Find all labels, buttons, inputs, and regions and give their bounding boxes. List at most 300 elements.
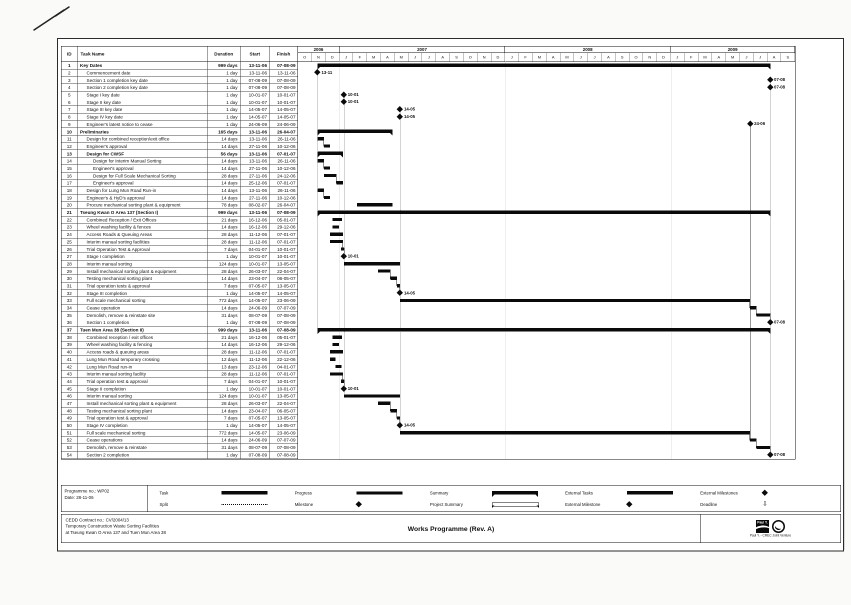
task-name-cell: Demolish, remove & reinstate site [78, 312, 208, 319]
month-label: F [519, 53, 533, 62]
task-id-cell: 33 [62, 297, 78, 304]
task-duration-cell: 1 day [208, 319, 241, 326]
task-start-cell: 10-01-07 [241, 385, 270, 392]
task-link-line [396, 411, 397, 418]
task-duration-cell: 14 days [208, 180, 241, 187]
task-link-line [750, 440, 751, 441]
task-name-cell: Preliminaries [78, 128, 208, 135]
task-name-cell: Engineer's approval [78, 165, 208, 172]
task-link-line [750, 433, 751, 440]
task-id-cell: 50 [62, 422, 78, 429]
task-row [62, 348, 298, 355]
legend-item [295, 499, 430, 511]
task-name-cell: Key Dates [78, 62, 208, 69]
dependency-line [750, 124, 751, 440]
task-finish-cell: 06-05-07 [277, 408, 296, 414]
task-start-cell: 23-04-07 [241, 407, 270, 414]
task-table [62, 47, 298, 460]
legend-item [700, 499, 835, 511]
task-finish-cell: 07-01-07 [277, 371, 296, 377]
task-row [62, 121, 298, 128]
task-row [62, 224, 298, 231]
task-finish-cell: 23-06-09 [277, 430, 296, 436]
task-start-cell: 11-12-06 [241, 356, 270, 363]
task-duration-cell: 28 days [208, 238, 241, 245]
task-row [62, 216, 298, 223]
task-name-cell: Testing mechanical sorting plant [78, 407, 208, 414]
task-name-cell: Section 2 completion [78, 451, 208, 458]
task-duration-cell: 78 days [208, 202, 241, 209]
task-start-cell: 27-11-06 [241, 165, 270, 172]
year-label: 2006 [298, 47, 339, 54]
task-id-cell: 12 [62, 143, 78, 150]
contract-number: CEDD Contract no.: CV/2004/13 [65, 517, 129, 523]
task-start-cell: 11-12-06 [241, 370, 270, 377]
month-label: J [588, 53, 602, 62]
task-finish-cell: 07-01-07 [277, 232, 296, 238]
task-id-cell: 22 [62, 216, 78, 223]
task-duration-cell: 1 day [208, 422, 241, 429]
legend-item [430, 499, 565, 511]
task-finish-cell: 14-05-07 [277, 114, 296, 120]
task-start-cell: 08-07-09 [241, 444, 270, 451]
task-bar [332, 343, 338, 346]
task-start-cell: 26-03-07 [241, 400, 270, 407]
task-finish-cell: 07-08-09 [277, 327, 296, 333]
task-id-cell: 48 [62, 407, 78, 414]
task-link-line [390, 278, 391, 279]
bar-icon [627, 491, 673, 495]
task-finish-cell: 07-08-09 [277, 320, 296, 326]
task-start-cell: 26-03-07 [241, 268, 270, 275]
task-row [62, 275, 298, 282]
task-finish-cell: 07-01-07 [277, 349, 296, 355]
task-start-cell: 24-06-09 [241, 304, 270, 311]
month-label: A [547, 53, 561, 62]
task-start-cell: 14-05-07 [241, 290, 270, 297]
task-finish-cell: 06-05-07 [277, 276, 296, 282]
task-start-cell: 24-06-09 [241, 121, 270, 128]
task-finish-cell: 13-05-07 [277, 393, 296, 399]
task-link-line [396, 286, 397, 287]
task-row [62, 415, 298, 422]
task-start-cell: 10-01-07 [241, 392, 270, 399]
task-start-cell: 13-11-06 [241, 157, 270, 164]
task-name-cell: Lung Mun Road temporary crossing [78, 356, 208, 363]
task-finish-cell: 22-04-07 [277, 268, 296, 274]
task-bar [344, 394, 400, 397]
task-link-line [323, 190, 324, 197]
year-gridline [339, 62, 340, 459]
col-header-duration: Duration [208, 47, 241, 62]
task-row [62, 297, 298, 304]
milestone-marker [767, 77, 773, 83]
legend-item [430, 487, 565, 499]
dependency-line [770, 80, 771, 455]
task-bar [332, 336, 342, 339]
month-label: F [353, 53, 367, 62]
task-id-cell: 3 [62, 77, 78, 84]
year-gridline [671, 62, 672, 459]
task-name-cell: Full scale mechanical sorting [78, 297, 208, 304]
task-finish-cell: 10-01-07 [277, 246, 296, 252]
task-link-line [400, 418, 401, 425]
works-programme-sheet [57, 38, 844, 552]
task-finish-cell: 10-01-07 [277, 92, 296, 98]
task-finish-cell: 04-01-07 [277, 364, 296, 370]
task-link-line [344, 249, 345, 256]
task-name-cell: Design for combined reception/exit office [78, 135, 208, 142]
task-name-cell: Stage I completion [78, 253, 208, 260]
task-duration-cell: 1 day [208, 385, 241, 392]
milestone-date-label: 10-01 [347, 253, 359, 259]
legend-item [565, 487, 700, 499]
legend-item-label: Summary [429, 490, 449, 496]
task-id-cell: 38 [62, 334, 78, 341]
milestone-date-label: 14-05 [404, 106, 416, 112]
task-name-cell: Trial operation test & approval [78, 415, 208, 422]
project-name-line1: Temporary Construction Waste Sorting Facilities [65, 523, 160, 529]
month-label: D [657, 53, 671, 62]
task-bar [378, 402, 391, 405]
task-start-cell: 14-05-07 [241, 429, 270, 436]
task-bar [324, 174, 337, 177]
dependency-line [400, 109, 401, 432]
task-finish-cell: 13-11-06 [277, 70, 296, 76]
task-name-cell: Procure mechanical sorting plant & equipment [78, 202, 208, 209]
month-label: S [450, 53, 464, 62]
legend-item [160, 487, 295, 499]
task-duration-cell: 14 days [208, 304, 241, 311]
milestone-date-label: 14-05 [404, 290, 416, 296]
task-finish-cell: 29-12-06 [277, 342, 296, 348]
task-id-cell: 8 [62, 113, 78, 120]
task-finish-cell: 14-05-07 [277, 107, 296, 113]
progress-icon [357, 491, 403, 494]
task-duration-cell: 14 days [208, 275, 241, 282]
task-name-cell: Section 1 completion [78, 319, 208, 326]
task-bar [324, 196, 330, 199]
task-bar [756, 313, 770, 316]
month-label: A [767, 53, 781, 62]
task-finish-cell: 10-01-07 [277, 99, 296, 105]
legend-item-label: Milestone [294, 501, 314, 507]
task-row [62, 165, 298, 172]
col-header-finish: Finish [276, 51, 291, 57]
summary-bar [317, 328, 770, 332]
legend-item [160, 499, 295, 511]
task-finish-cell: 07-08-09 [277, 452, 296, 458]
task-link-line [390, 411, 391, 412]
year-gridline [505, 62, 506, 459]
col-header-id: ID [62, 47, 78, 62]
task-name-cell: Engineer's approval [78, 143, 208, 150]
task-name-cell: Tuen Mun Area 38 (Section II) [78, 326, 208, 333]
dependency-line [317, 73, 318, 330]
task-finish-cell: 07-08-09 [277, 312, 296, 318]
task-row [62, 437, 298, 444]
summary-bar [317, 210, 770, 214]
year-label: 2007 [339, 47, 505, 54]
task-duration-cell: 1 day [208, 451, 241, 458]
task-start-cell: 08-02-07 [241, 202, 270, 209]
scan-streak [844, 280, 845, 550]
task-name-cell: Engineer's latest notice to cease [78, 121, 208, 128]
task-link-line [323, 168, 324, 169]
task-name-cell: Combined reception / exit offices [78, 334, 208, 341]
task-id-cell: 27 [62, 253, 78, 260]
task-bar [337, 181, 343, 184]
month-label: D [491, 53, 505, 62]
task-row [62, 172, 298, 179]
task-start-cell: 07-05-07 [241, 415, 270, 422]
task-start-cell: 23-04-07 [241, 275, 270, 282]
task-name-cell: Cease operation [78, 304, 208, 311]
summary-bar [317, 63, 770, 67]
task-start-cell: 07-08-09 [241, 77, 270, 84]
task-row [62, 378, 298, 385]
task-start-cell: 07-08-09 [241, 84, 270, 91]
task-finish-cell: 10-12-06 [277, 143, 296, 149]
task-finish-cell: 07-08-09 [277, 63, 296, 69]
task-row [62, 304, 298, 311]
task-duration-cell: 56 days [208, 150, 241, 157]
task-name-cell: Engineer's & HyD's approval [78, 194, 208, 201]
logos [756, 520, 785, 533]
task-finish-cell: 26-11-06 [277, 188, 296, 194]
task-finish-cell: 07-08-09 [277, 85, 296, 91]
task-finish-cell: 05-01-07 [277, 217, 296, 223]
task-row [62, 290, 298, 297]
task-id-cell: 44 [62, 378, 78, 385]
task-row [62, 180, 298, 187]
task-duration-cell: 14 days [208, 194, 241, 201]
task-row [62, 143, 298, 150]
task-name-cell: Stage I key date [78, 91, 208, 98]
legend-item-label: External Milestones [700, 490, 738, 496]
task-bar [330, 372, 343, 375]
task-duration-cell: 12 days [208, 356, 241, 363]
task-duration-cell: 1 day [208, 253, 241, 260]
task-duration-cell: 28 days [208, 231, 241, 238]
task-id-cell: 28 [62, 260, 78, 267]
task-link-line [400, 293, 401, 294]
month-label: F [685, 53, 699, 62]
task-name-cell: Design for Interim Manual Sorting [78, 157, 208, 164]
task-name-cell: Wheel washing facility & fencing [78, 341, 208, 348]
joint-venture-caption: Paul Y. - CREC Joint Venture [749, 533, 792, 538]
programme-number: Programme no.: WP02 [64, 488, 110, 494]
task-duration-cell: 13 days [208, 363, 241, 370]
task-row [62, 106, 298, 113]
task-start-cell: 11-12-06 [241, 231, 270, 238]
task-link-line [400, 286, 401, 293]
task-name-cell: Access Roads & Queuing Areas [78, 231, 208, 238]
year-label: 2009 [671, 47, 795, 54]
month-label: A [602, 53, 616, 62]
task-finish-cell: 10-12-06 [277, 195, 296, 201]
task-bar [330, 240, 343, 243]
task-start-cell: 27-11-06 [241, 143, 270, 150]
task-row [62, 392, 298, 399]
milestone-date-label: 13-11 [321, 69, 333, 75]
task-id-cell: 20 [62, 202, 78, 209]
milestone-date-label: 07-08 [774, 451, 786, 457]
year-label: 2008 [505, 47, 671, 54]
task-row [62, 253, 298, 260]
task-bar [324, 166, 330, 169]
task-duration-cell: 772 days [208, 297, 241, 304]
task-duration-cell: 999 days [208, 62, 241, 69]
task-id-cell: 49 [62, 415, 78, 422]
task-row [62, 135, 298, 142]
milestone-date-label: 14-05 [404, 422, 416, 428]
timeline-header [298, 47, 795, 63]
task-finish-cell: 22-04-07 [277, 400, 296, 406]
task-id-cell: 18 [62, 187, 78, 194]
task-link-line [323, 161, 324, 168]
task-row [62, 157, 298, 164]
task-start-cell: 07-08-09 [241, 319, 270, 326]
task-id-cell: 25 [62, 238, 78, 245]
month-label: J [754, 53, 768, 62]
month-label: O [629, 53, 643, 62]
month-label: J [505, 53, 519, 62]
task-finish-cell: 14-05-07 [277, 423, 296, 429]
task-name-cell: Stage III key date [78, 106, 208, 113]
legend-item-label: External Tasks [565, 490, 593, 496]
diamond-icon [356, 501, 362, 507]
task-row [62, 91, 298, 98]
task-name-cell: Interim manual sorting facilities [78, 238, 208, 245]
task-finish-cell: 07-08-09 [277, 445, 296, 451]
task-bar [330, 358, 335, 361]
summary-bar [317, 130, 392, 134]
task-finish-cell: 13-05-07 [277, 261, 296, 267]
task-duration-cell: 7 days [208, 378, 241, 385]
task-row [62, 238, 298, 245]
task-link-line [344, 256, 345, 257]
task-duration-cell: 999 days [208, 326, 241, 333]
task-duration-cell: 14 days [208, 341, 241, 348]
task-finish-cell: 07-07-09 [277, 305, 296, 311]
task-start-cell: 04-01-07 [241, 246, 270, 253]
month-label: M [726, 53, 740, 62]
task-name-cell: Install mechanical sorting plant & equipment [78, 400, 208, 407]
task-bar [330, 233, 343, 236]
task-start-cell: 13-11-06 [241, 69, 270, 76]
task-finish-cell: 23-06-09 [277, 298, 296, 304]
task-row [62, 246, 298, 253]
task-duration-cell: 1 day [208, 99, 241, 106]
bar-icon [222, 491, 268, 495]
task-id-cell: 6 [62, 99, 78, 106]
task-finish-cell: 07-07-09 [277, 437, 296, 443]
deadline-icon: ⇩ [762, 500, 768, 508]
month-label: J [574, 53, 588, 62]
task-row [62, 385, 298, 392]
task-id-cell: 46 [62, 392, 78, 399]
task-name-cell: Engineer's approval [78, 180, 208, 187]
task-bar [400, 299, 750, 302]
legend-item-label: Task [159, 490, 169, 496]
split-icon [222, 504, 268, 505]
task-row [62, 260, 298, 267]
task-start-cell: 13-11-06 [241, 135, 270, 142]
task-start-cell: 10-01-07 [241, 260, 270, 267]
task-link-line [336, 175, 337, 182]
summary-icon [492, 491, 538, 495]
task-id-cell: 37 [62, 326, 78, 333]
task-id-cell: 34 [62, 304, 78, 311]
milestone-date-label: 24-06 [754, 121, 766, 127]
task-id-cell: 42 [62, 363, 78, 370]
task-finish-cell: 10-01-07 [277, 254, 296, 260]
task-row [62, 282, 298, 289]
task-start-cell: 07-08-09 [241, 451, 270, 458]
task-start-cell: 27-11-06 [241, 194, 270, 201]
month-label: M [367, 53, 381, 62]
task-link-line [342, 374, 343, 381]
task-id-cell: 17 [62, 180, 78, 187]
task-name-cell: Full scale mechanical sorting [78, 429, 208, 436]
task-link-line [336, 183, 337, 184]
legend-item-label: External Milestone [565, 501, 601, 507]
task-row [62, 194, 298, 201]
month-label: D [326, 53, 340, 62]
task-duration-cell: 28 days [208, 370, 241, 377]
task-finish-cell: 29-12-06 [277, 224, 296, 230]
task-link-line [770, 315, 771, 322]
task-start-cell: 10-01-07 [241, 91, 270, 98]
task-duration-cell: 21 days [208, 216, 241, 223]
month-label: A [436, 53, 450, 62]
task-id-cell: 21 [62, 209, 78, 216]
task-name-cell: Wheel washing facility & fences [78, 224, 208, 231]
task-start-cell: 11-12-06 [241, 238, 270, 245]
milestone-date-label: 07-08 [774, 319, 786, 325]
task-bar [324, 144, 330, 147]
task-link-line [341, 381, 342, 382]
task-duration-cell: 21 days [208, 334, 241, 341]
task-row [62, 319, 298, 326]
task-finish-cell: 07-08-09 [277, 210, 296, 216]
task-id-cell: 11 [62, 135, 78, 142]
diamond-icon [761, 490, 767, 496]
task-link-line [323, 146, 324, 147]
month-label: A [381, 53, 395, 62]
month-label: M [560, 53, 574, 62]
milestone-marker [747, 121, 753, 127]
task-start-cell: 11-12-06 [241, 348, 270, 355]
month-label: J [339, 53, 353, 62]
task-id-cell: 13 [62, 150, 78, 157]
milestone-date-label: 07-08 [774, 84, 786, 90]
task-name-cell: Stage IV key date [78, 113, 208, 120]
task-id-cell: 2 [62, 69, 78, 76]
task-link-line [756, 440, 757, 447]
task-name-cell: Section 2 completion key date [78, 84, 208, 91]
task-start-cell: 13-11-06 [241, 326, 270, 333]
task-start-cell: 13-11-06 [241, 187, 270, 194]
task-table-body [62, 62, 298, 459]
task-start-cell: 04-01-07 [241, 378, 270, 385]
task-finish-cell: 24-12-06 [277, 173, 296, 179]
task-id-cell: 19 [62, 194, 78, 201]
task-name-cell: Stage II completion [78, 385, 208, 392]
task-duration-cell: 1 day [208, 113, 241, 120]
month-label: M [698, 53, 712, 62]
